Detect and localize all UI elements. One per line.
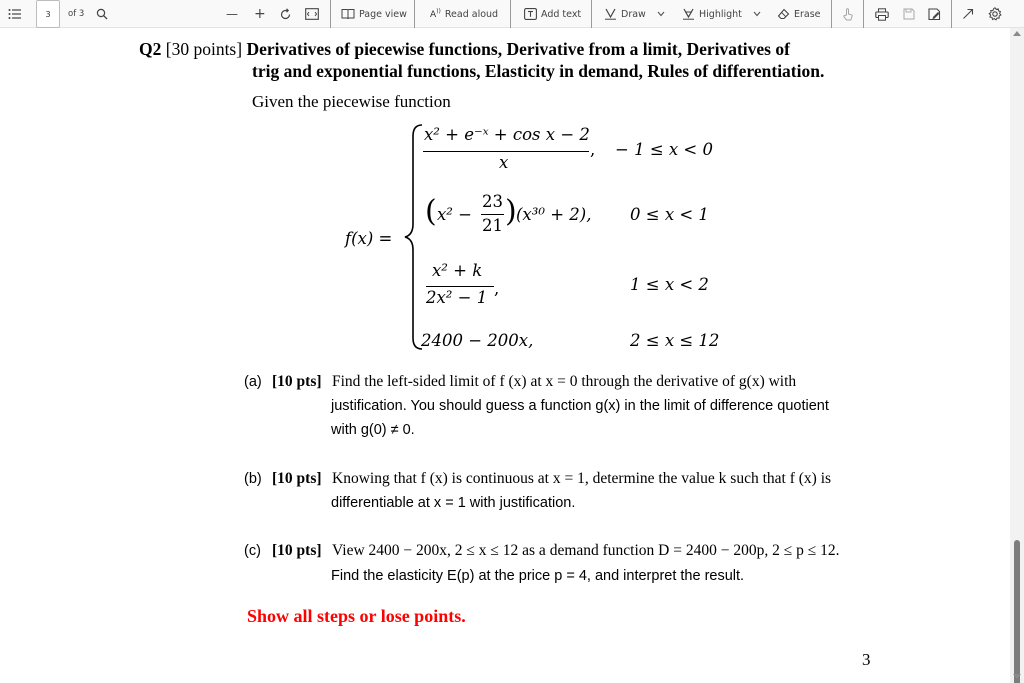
part-b-points: [10 pts] (272, 470, 322, 487)
save-as-icon[interactable] (928, 0, 941, 28)
settings-gear-icon[interactable] (988, 0, 1002, 28)
highlight-icon (682, 8, 695, 20)
function-lhs: f(x) = (345, 229, 393, 248)
case4-condition: 2 ≤ x ≤ 12 (630, 331, 720, 350)
case3-denominator: 2x² − 1 (426, 288, 488, 307)
part-a-points: [10 pts] (272, 373, 322, 390)
case1-denominator: x (499, 153, 509, 172)
case2-close-paren: ) (505, 194, 517, 229)
text-box-icon (524, 8, 537, 20)
part-a-text-line3: with g(0) ≠ 0. (331, 422, 415, 438)
pdf-toolbar (0, 0, 1024, 28)
rotate-icon[interactable] (279, 0, 292, 28)
case2-frac-denominator: 21 (482, 216, 503, 235)
case2-condition: 0 ≤ x < 1 (630, 205, 709, 224)
erase-button[interactable]: Erase (777, 0, 821, 28)
draw-icon (604, 8, 617, 20)
add-text-button[interactable]: Add text (524, 0, 581, 28)
part-b-text-line1: Knowing that f (x) is continuous at x = 1, determine the value k such that f (x) is (332, 470, 832, 487)
toolbar-divider (591, 0, 592, 28)
toolbar-divider (951, 0, 952, 28)
case1-comma: , (590, 140, 596, 159)
page-number: 3 (862, 650, 871, 669)
book-icon (341, 8, 355, 20)
eraser-icon (777, 8, 790, 20)
toolbar-divider (414, 0, 415, 28)
part-a-text-line2: justification. You should guess a function g(x) in the limit of difference quotient (331, 398, 829, 414)
part-a-label: (a) (244, 374, 262, 390)
touch-icon[interactable] (843, 0, 853, 28)
case4-expression: 2400 − 200x, (421, 331, 534, 350)
question-topics: Derivatives of piecewise functions, Derivative from a limit, Derivatives of (246, 39, 790, 59)
given-statement: Given the piecewise function (252, 92, 451, 111)
case2-frac-numerator: 23 (482, 192, 503, 211)
pdf-page (0, 28, 1010, 683)
case2-open-paren: ( (425, 194, 437, 229)
warning-text: Show all steps or lose points. (247, 606, 466, 626)
draw-button[interactable]: Draw (604, 0, 646, 28)
zoom-in-button[interactable]: + (254, 6, 266, 22)
case3-numerator: x² + k (432, 261, 483, 280)
case1-condition: − 1 ≤ x < 0 (615, 140, 714, 159)
read-aloud-icon: A)) (430, 8, 441, 20)
part-a-text-line1: Find the left-sided limit of f (x) at x = 0 through the derivative of g(x) with (332, 373, 797, 390)
part-c-text-line2: Find the elasticity E(p) at the price p = 4, and interpret the result. (331, 568, 745, 584)
question-number: Q2 (139, 39, 162, 59)
page-number-input[interactable]: 3 (36, 0, 60, 28)
scrollbar-thumb[interactable] (1014, 540, 1020, 683)
highlight-dropdown-chevron-icon[interactable] (753, 0, 761, 28)
part-c-text-line1: View 2400 − 200x, 2 ≤ x ≤ 12 as a demand function D = 2400 − 200p, 2 ≤ p ≤ 12. (332, 542, 840, 559)
expand-icon[interactable] (962, 0, 974, 28)
question-points: [30 points] (165, 39, 243, 59)
case1-numerator: x² + e⁻ˣ + cos x − 2 (424, 125, 590, 144)
fit-page-icon[interactable] (305, 0, 319, 28)
save-icon[interactable] (903, 0, 915, 28)
case3-comma: , (494, 279, 500, 298)
toolbar-divider (510, 0, 511, 28)
toolbar-divider (831, 0, 832, 28)
read-aloud-button[interactable]: A)) Read aloud (430, 8, 499, 20)
case2-factor: (x³⁰ + 2), (516, 205, 592, 224)
contents-icon[interactable] (8, 0, 22, 28)
case2-prefix: x² − (437, 205, 472, 224)
left-brace (402, 122, 424, 352)
question-topics-continued: trig and exponential functions, Elasticity in demand, Rules of differentiation. (252, 61, 825, 81)
part-c-label: (c) (244, 543, 261, 559)
highlight-button[interactable]: Highlight (682, 0, 742, 28)
page-count: of 3 (68, 9, 85, 19)
print-icon[interactable] (875, 0, 889, 28)
part-b-label: (b) (244, 471, 262, 487)
vertical-scrollbar[interactable] (1010, 28, 1024, 683)
toolbar-divider (330, 0, 331, 28)
question-heading (139, 38, 790, 60)
scroll-down-arrow-icon[interactable] (1013, 674, 1021, 679)
toolbar-divider (863, 0, 864, 28)
scroll-up-arrow-icon[interactable] (1013, 31, 1021, 36)
search-icon[interactable] (96, 0, 108, 28)
part-b-text-line2: differentiable at x = 1 with justification. (331, 495, 576, 511)
page-view-button[interactable]: Page view (341, 0, 407, 28)
case3-condition: 1 ≤ x < 2 (630, 275, 709, 294)
zoom-out-button[interactable]: — (226, 7, 238, 21)
draw-dropdown-chevron-icon[interactable] (657, 0, 665, 28)
part-c-points: [10 pts] (272, 542, 322, 559)
